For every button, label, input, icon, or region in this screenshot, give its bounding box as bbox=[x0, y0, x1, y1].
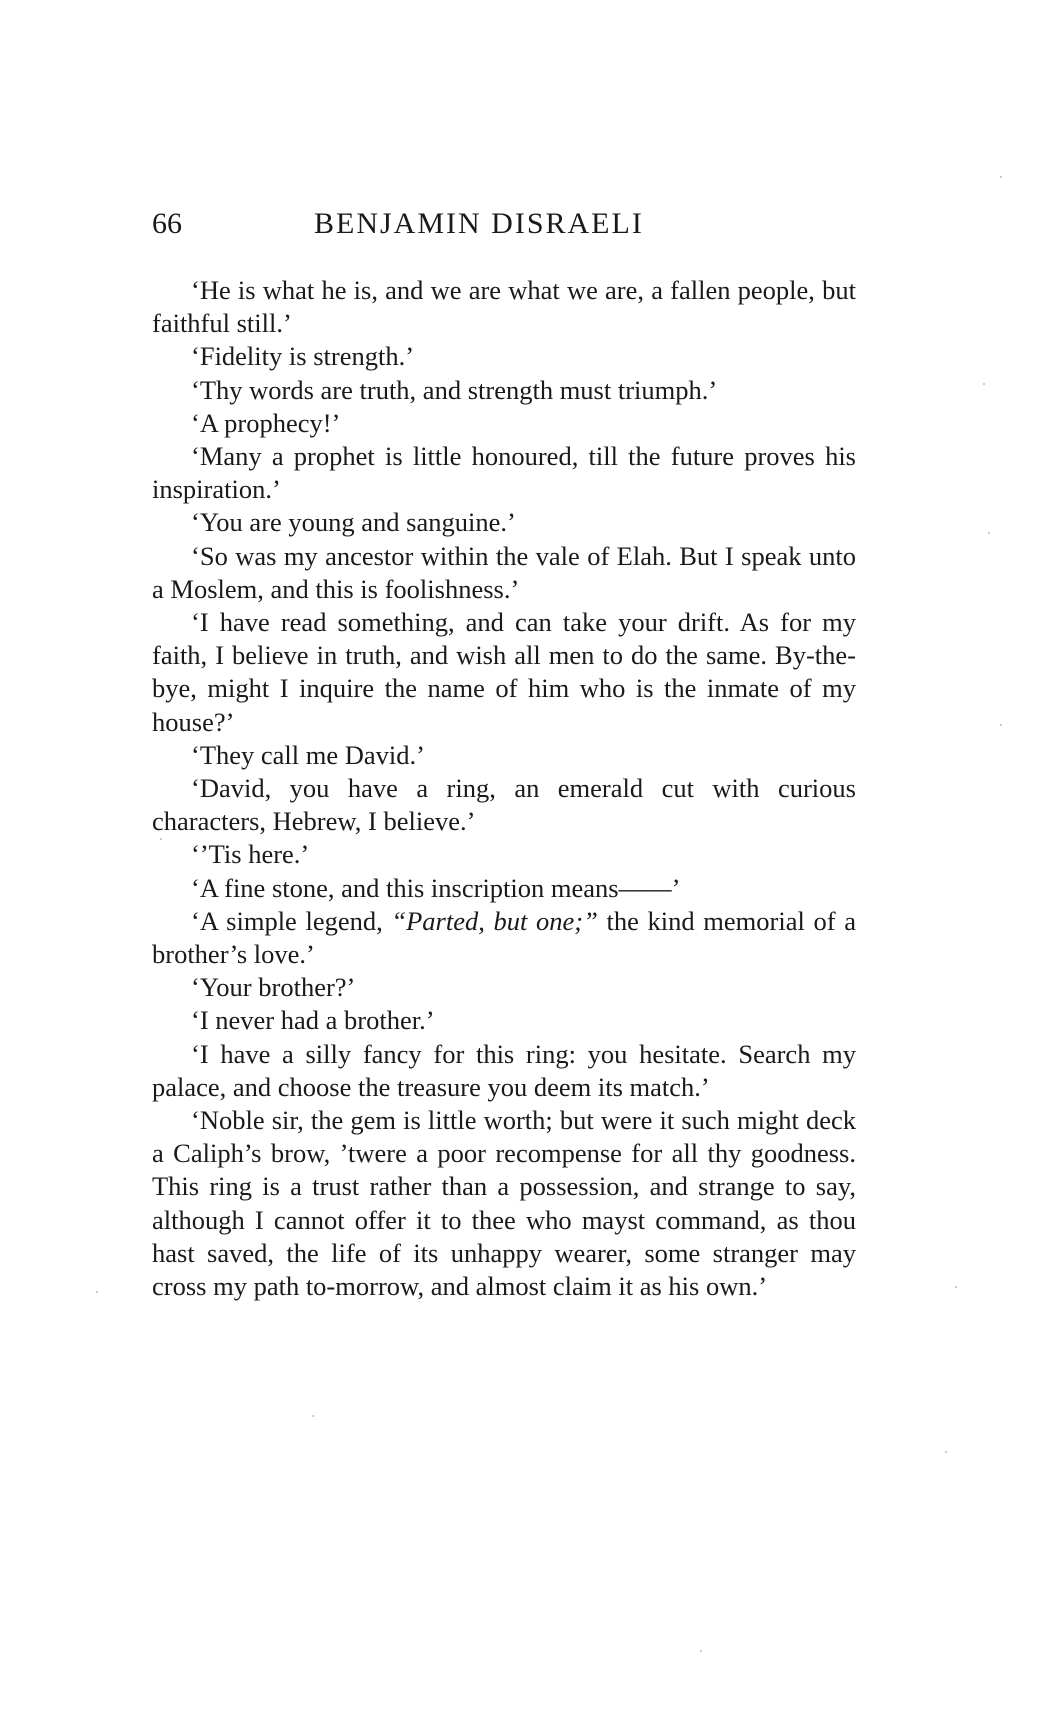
paragraph: ‘Fidelity is strength.’ bbox=[191, 341, 415, 372]
paper-speck bbox=[1000, 176, 1002, 178]
paragraph: ‘They call me David.’ bbox=[191, 739, 425, 770]
paper-speck bbox=[700, 1650, 702, 1652]
paper-speck bbox=[96, 1291, 98, 1293]
paragraph-text: the kind memorial of a brother’s love.’ bbox=[152, 905, 856, 970]
page-number: 66 bbox=[152, 207, 182, 240]
paper-speck bbox=[945, 1451, 947, 1453]
paper-speck bbox=[955, 1286, 957, 1288]
paragraph: ‘A fine stone, and this inscription means——’ bbox=[191, 872, 681, 903]
paragraph: ‘Many a prophet is little honoured, till the future proves his inspiration.’ bbox=[152, 441, 856, 505]
paragraph: ‘He is what he is, and we are what we are, a fallen people, but faithful still.’ bbox=[152, 275, 856, 339]
page-header bbox=[152, 204, 712, 244]
body-text bbox=[152, 274, 856, 1303]
paragraph: ‘I have read something, and can take your drift. As for my faith, I believe in truth, and wish all men to do the same. By-the-bye, might I inquire the name of him who is the inmate of my house?’ bbox=[152, 607, 856, 737]
paper-speck bbox=[988, 532, 990, 534]
paragraph: ‘A prophecy!’ bbox=[191, 407, 341, 438]
paragraph-text: ‘A simple legend, bbox=[191, 905, 392, 936]
paragraph: ‘Thy words are truth, and strength must triumph.’ bbox=[191, 374, 718, 405]
paragraph: ‘You are young and sanguine.’ bbox=[191, 507, 516, 538]
paragraph: ‘So was my ancestor within the vale of Elah. But I speak unto a Moslem, and this is foolishness.’ bbox=[152, 540, 856, 604]
paragraph: ‘Noble sir, the gem is little worth; but were it such might deck a Caliph’s brow, ’twere a poor recompense for all thy goodness. This ring is a trust rather than a possession, and strange to say, although I cannot offer it to thee who mayst command, as thou hast saved, the life of its unhappy wearer, some stranger may cross my path to-morrow, and almost claim it as his own.’ bbox=[152, 1105, 856, 1302]
paper-speck bbox=[160, 838, 162, 840]
paragraph bbox=[152, 905, 856, 971]
paragraph: ‘I have a silly fancy for this ring: you hesitate. Search my palace, and choose the treasure you deem its match.’ bbox=[152, 1038, 856, 1102]
paper-speck bbox=[983, 383, 985, 385]
paper-speck bbox=[1000, 724, 1002, 726]
paragraph: ‘’Tis here.’ bbox=[191, 839, 310, 870]
paragraph: ‘I never had a brother.’ bbox=[191, 1005, 435, 1036]
paragraph: ‘David, you have a ring, an emerald cut with curious characters, Hebrew, I believe.’ bbox=[152, 773, 856, 837]
running-title: BENJAMIN DISRAELI bbox=[314, 207, 644, 240]
paragraph: ‘Your brother?’ bbox=[191, 972, 356, 1003]
paper-speck bbox=[312, 1415, 314, 1417]
italic-quotation: “Parted, but one;” bbox=[391, 905, 598, 936]
